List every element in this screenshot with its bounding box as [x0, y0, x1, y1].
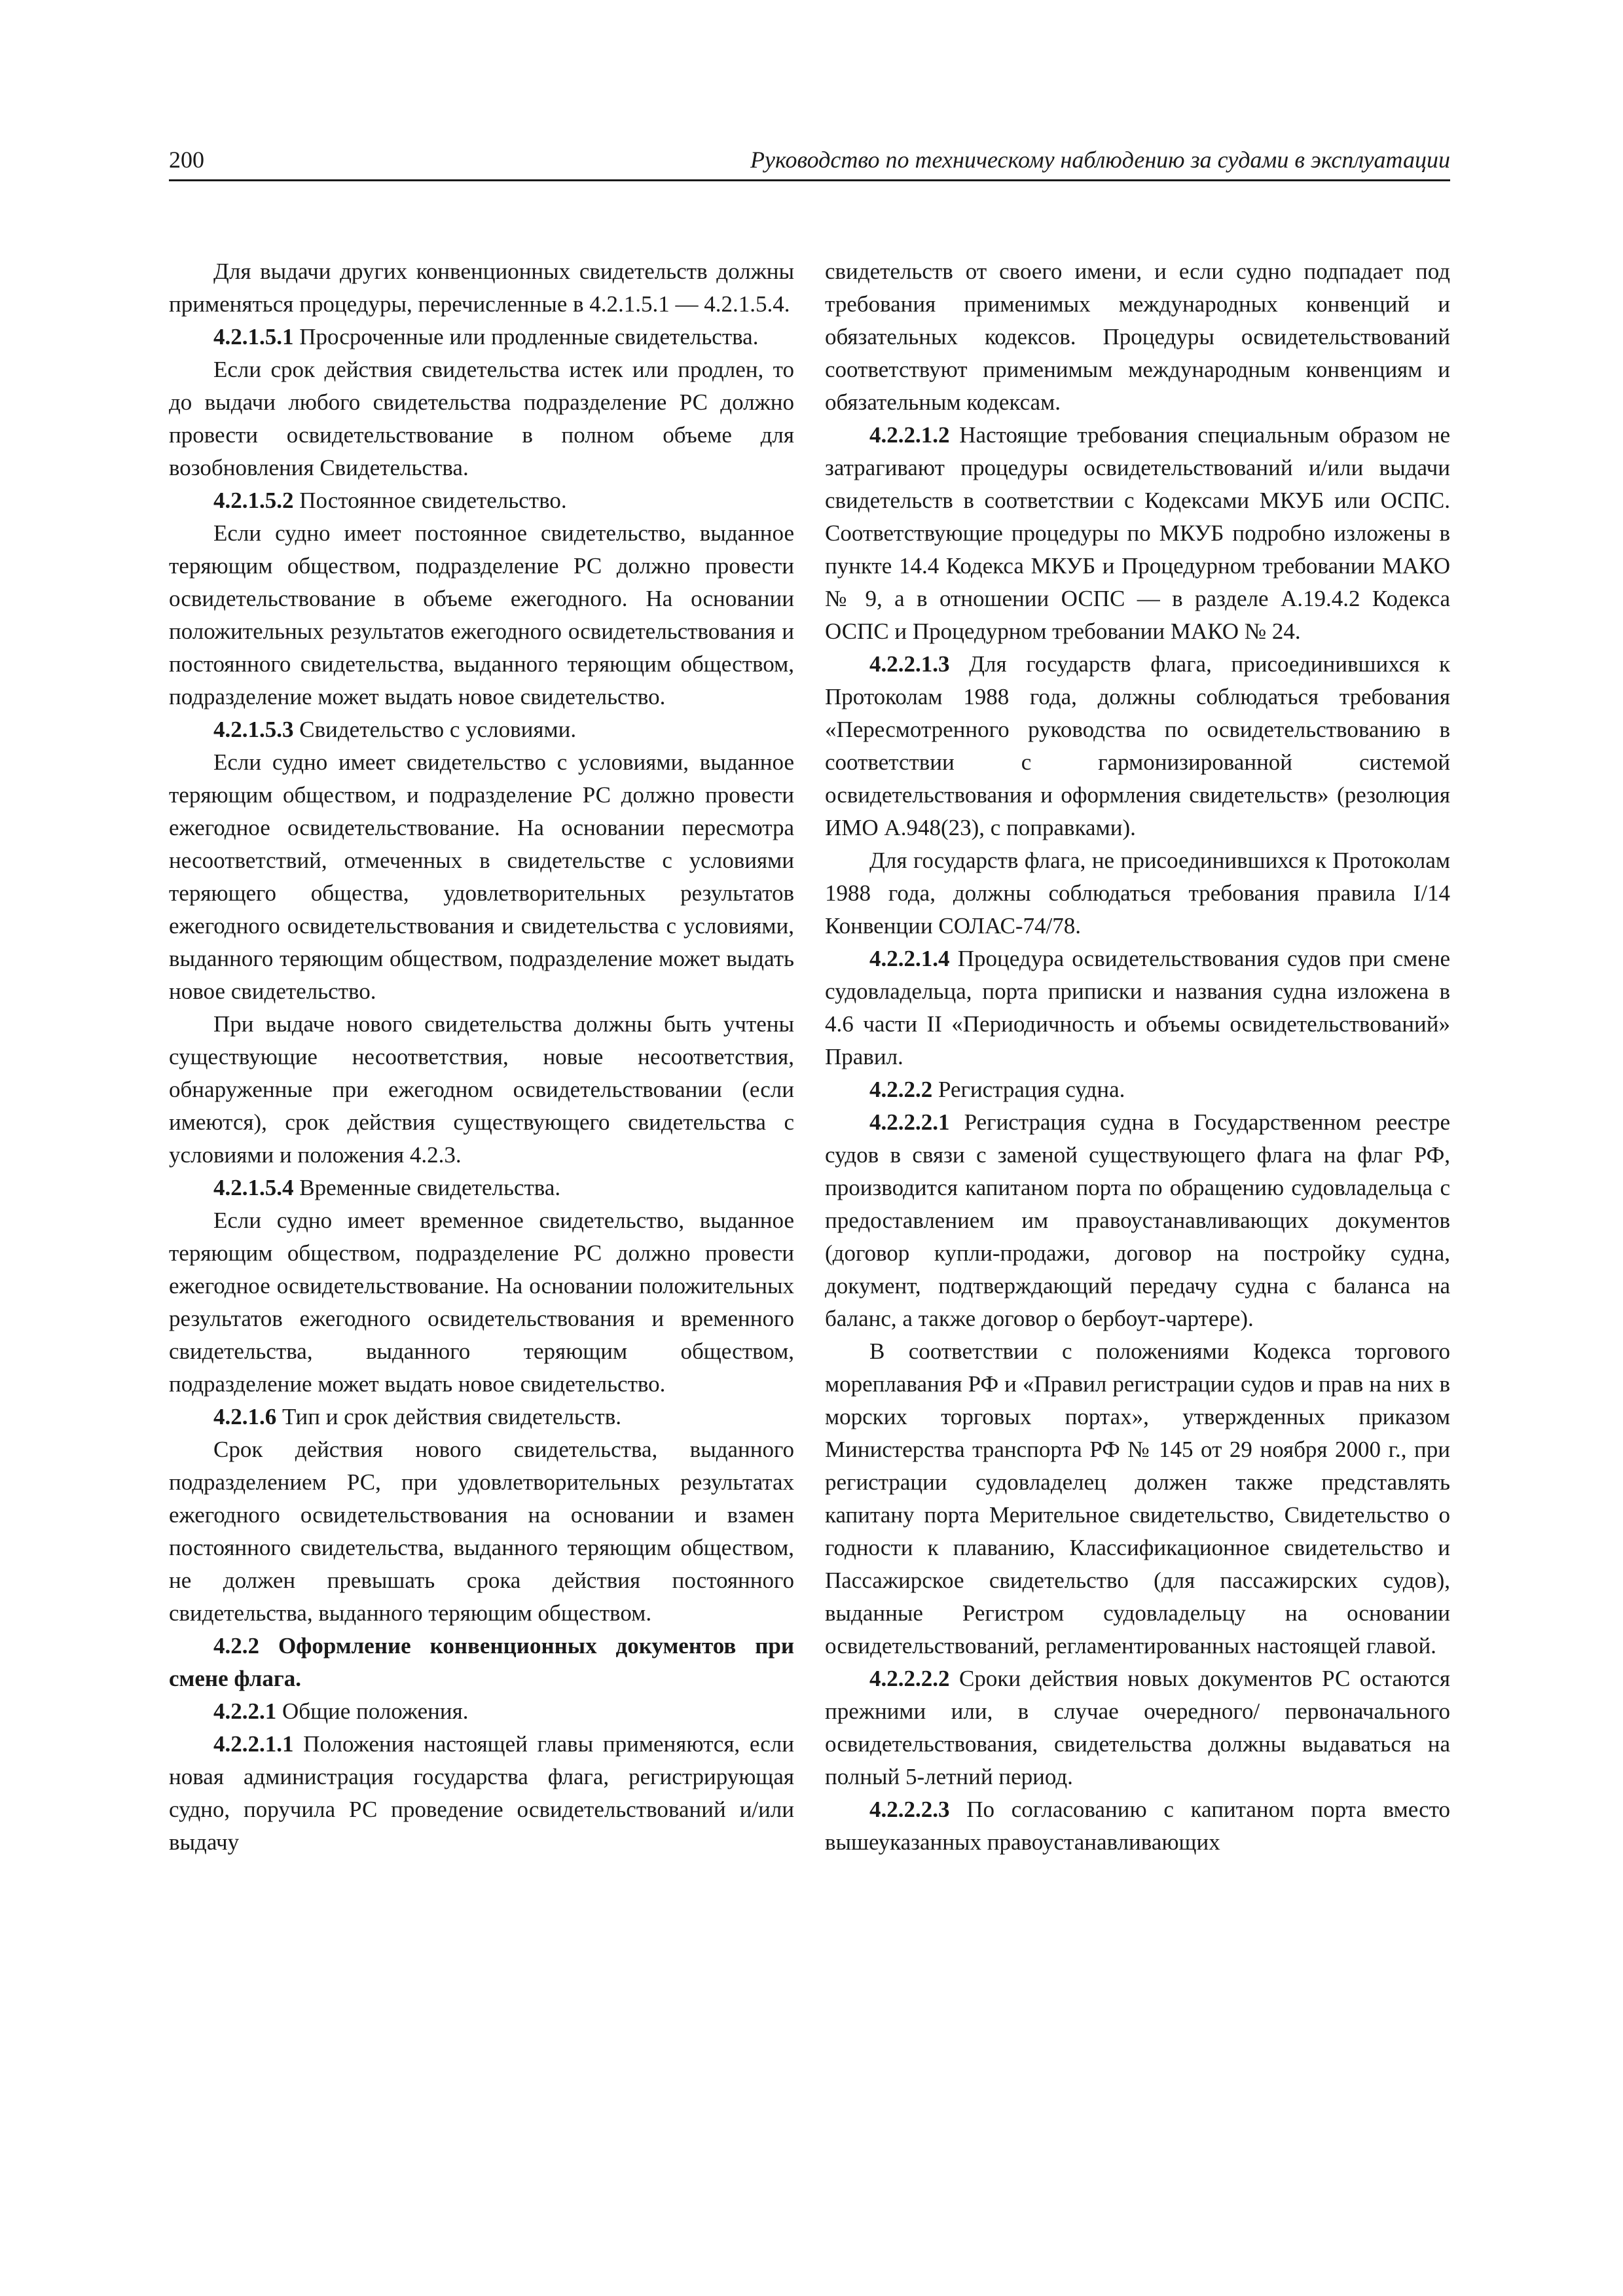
- clause-number: 4.2.2.2.3: [869, 1797, 950, 1822]
- paragraph: [169, 1172, 794, 1204]
- paragraph-text: Если судно имеет постоянное свидетельство, выданное теряющим обществом, подразделение РС должно провести освидетельствование в объеме ежегодного. На основании положительных результатов ежегодного освидетельствования и постоянного свидетельства, выданного теряющим обществом, подразделение может выдать новое свидетельство.: [169, 520, 794, 709]
- paragraph: [169, 1433, 794, 1630]
- paragraph-text: Срок действия нового свидетельства, выданного подразделением РС, при удовлетворительных результатах ежегодного освидетельствования на основании и взамен постоянного свидетельства, выданного теряющим обществом, не должен превышать срока действия постоянного свидетельства, выданного теряющим обществом.: [169, 1437, 794, 1626]
- left-column: [169, 255, 794, 1859]
- page-number: 200: [169, 147, 204, 173]
- paragraph: [169, 353, 794, 484]
- paragraph-text: Регистрация судна.: [938, 1077, 1125, 1102]
- paragraph: [169, 713, 794, 746]
- paragraph-text: Если срок действия свидетельства истек или продлен, то до выдачи любого свидетельства подразделение РС должно провести освидетельствование в полном объеме для возобновления Свидетельства.: [169, 357, 794, 480]
- section-heading: 4.2.2 Оформление конвенционных документов при смене флага.: [169, 1633, 794, 1691]
- paragraph-text: Положения настоящей главы применяются, если новая администрация государства флага, регистрирующая судно, поручила РС проведение освидетельствований и/или выдачу: [169, 1731, 795, 1855]
- clause-number: 4.2.1.5.1: [213, 324, 294, 350]
- paragraph: [169, 746, 794, 1008]
- paragraph-text: Процедура освидетельствования судов при смене судовладельца, порта приписки и названия судна изложена в 4.6 части II «Периодичность и объемы освидетельствований» Правил.: [825, 946, 1451, 1069]
- paragraph: [825, 648, 1450, 844]
- clause-number: 4.2.1.5.3: [213, 717, 294, 742]
- paragraph-text: Для государств флага, присоединившихся к Протоколам 1988 года, должны соблюдаться требования «Пересмотренного руководства по освидетельствованию в соответствии с гармонизированной системой освидетельствования и оформления свидетельств» (резолюция ИМО А.948(23), с поправками).: [825, 651, 1450, 840]
- paragraph: [169, 1695, 794, 1728]
- paragraph-text: При выдаче нового свидетельства должны быть учтены существующие несоответствия, новые несоответствия, обнаруженные при ежегодном освидетельствовании (если имеются), срок действия существующего свидетельства с условиями и положения 4.2.3.: [169, 1011, 794, 1168]
- paragraph-text: Если судно имеет временное свидетельство, выданное теряющим обществом, подразделение РС должно провести ежегодное освидетельствование. На основании положительных результатов ежегодного освидетельствования и временного свидетельства, выданного теряющим обществом, подразделение может выдать новое свидетельство.: [169, 1208, 794, 1397]
- clause-number: 4.2.1.6: [213, 1404, 277, 1429]
- paragraph-text: Общие положения.: [282, 1698, 469, 1724]
- paragraph: [169, 1630, 794, 1695]
- paragraph-text: Если судно имеет свидетельство с условиями, выданное теряющим обществом, и подразделение РС должно провести ежегодное освидетельствование. На основании пересмотра несоответствий, отмеченных в свидетельстве с условиями теряющего общества, удовлетворительных результатов ежегодного освидетельствования и свидетельства с условиями, выданного теряющим обществом, подразделение может выдать новое свидетельство.: [169, 749, 794, 1004]
- clause-number: 4.2.1.5.2: [213, 488, 294, 513]
- paragraph: [825, 419, 1450, 648]
- paragraph: [825, 1335, 1450, 1662]
- paragraph: [169, 517, 794, 713]
- paragraph: [169, 1728, 794, 1859]
- paragraph-text: Регистрация судна в Государственном реестре судов в связи с заменой существующего флага на флаг РФ, производится капитаном порта по обращению судовладельца с предоставлением им правоустанавливающих документов (договор купли-продажи, договор на постройку судна, документ, подтверждающий передачу судна с баланса на баланс, а также договор о бербоут-чартере).: [825, 1109, 1451, 1331]
- clause-number: 4.2.2.2.1: [869, 1109, 950, 1135]
- paragraph-text: Для выдачи других конвенционных свидетельств должны применяться процедуры, перечисленные в 4.2.1.5.1 — 4.2.1.5.4.: [169, 259, 794, 317]
- paragraph: [825, 1793, 1450, 1859]
- paragraph: [825, 1073, 1450, 1106]
- paragraph: [169, 1204, 794, 1401]
- clause-number: 4.2.2.1.3: [869, 651, 950, 677]
- paragraph: [169, 321, 794, 353]
- paragraph-text: Тип и срок действия свидетельств.: [282, 1404, 621, 1429]
- paragraph: [169, 1008, 794, 1172]
- paragraph-text: В соответствии с положениями Кодекса торгового мореплавания РФ и «Правил регистрации судов и прав на них в морских торговых портах», утвержденных приказом Министерства транспорта РФ № 145 от 29 ноября 2000 г., при регистрации судовладелец должен также представлять капитану порта Мерительное свидетельство, Свидетельство о годности к плаванию, Классификационное свидетельство и Пассажирское свидетельство (для пассажирских судов), выданные Регистром судовладельцу на основании освидетельствований, регламентированных настоящей главой.: [825, 1338, 1450, 1659]
- clause-number: 4.2.2.1.1: [213, 1731, 294, 1757]
- paragraph-text: Для государств флага, не присоединившихся к Протоколам 1988 года, должны соблюдаться требования правила I/14 Конвенции СОЛАС-74/78.: [825, 848, 1450, 939]
- clause-number: 4.2.2.1.2: [869, 422, 950, 448]
- paragraph: [169, 1401, 794, 1433]
- paragraph-text: свидетельств от своего имени, и если судно подпадает под требования применимых международных конвенций и обязательных кодексов. Процедуры освидетельствований соответствуют применимым международным конвенциям и обязательным кодексам.: [825, 259, 1450, 415]
- paragraph-text: Постоянное свидетельство.: [299, 488, 567, 513]
- clause-number: 4.2.2.2: [869, 1077, 933, 1102]
- paragraph: [825, 942, 1450, 1073]
- clause-number: 4.2.2.1.4: [869, 946, 950, 971]
- paragraph-text: Просроченные или продленные свидетельства.: [299, 324, 759, 350]
- paragraph-text: По согласованию с капитаном порта вместо вышеуказанных правоустанавливающих: [825, 1797, 1450, 1855]
- paragraph: [825, 844, 1450, 942]
- paragraph: [825, 255, 1450, 419]
- paragraph-text: Сроки действия новых документов РС остаются прежними или, в случае очередного/ первоначального освидетельствования, свидетельства должны выдаваться на полный 5-летний период.: [825, 1666, 1450, 1789]
- paragraph: [169, 255, 794, 321]
- clause-number: 4.2.2.2.2: [869, 1666, 950, 1691]
- right-column: [825, 255, 1450, 1859]
- paragraph-text: Временные свидетельства.: [299, 1175, 561, 1200]
- paragraph-text: Свидетельство с условиями.: [299, 717, 577, 742]
- paragraph: [825, 1106, 1450, 1335]
- paragraph-text: Настоящие требования специальным образом не затрагивают процедуры освидетельствований и/или выдачи свидетельств в соответствии с Кодексами МКУБ или ОСПС. Соответствующие процедуры по МКУБ подробно изложены в пункте 14.4 Кодекса МКУБ и Процедурном требовании МАКО № 9, а в отношении ОСПС — в разделе A.19.4.2 Кодекса ОСПС и Процедурном требовании МАКО № 24.: [825, 422, 1451, 644]
- paragraph: [825, 1662, 1450, 1793]
- paragraph: [169, 484, 794, 517]
- page-header: [169, 145, 1450, 181]
- clause-number: 4.2.1.5.4: [213, 1175, 294, 1200]
- running-title: Руководство по техническому наблюдению за судами в эксплуатации: [750, 147, 1450, 173]
- clause-number: 4.2.2.1: [213, 1698, 277, 1724]
